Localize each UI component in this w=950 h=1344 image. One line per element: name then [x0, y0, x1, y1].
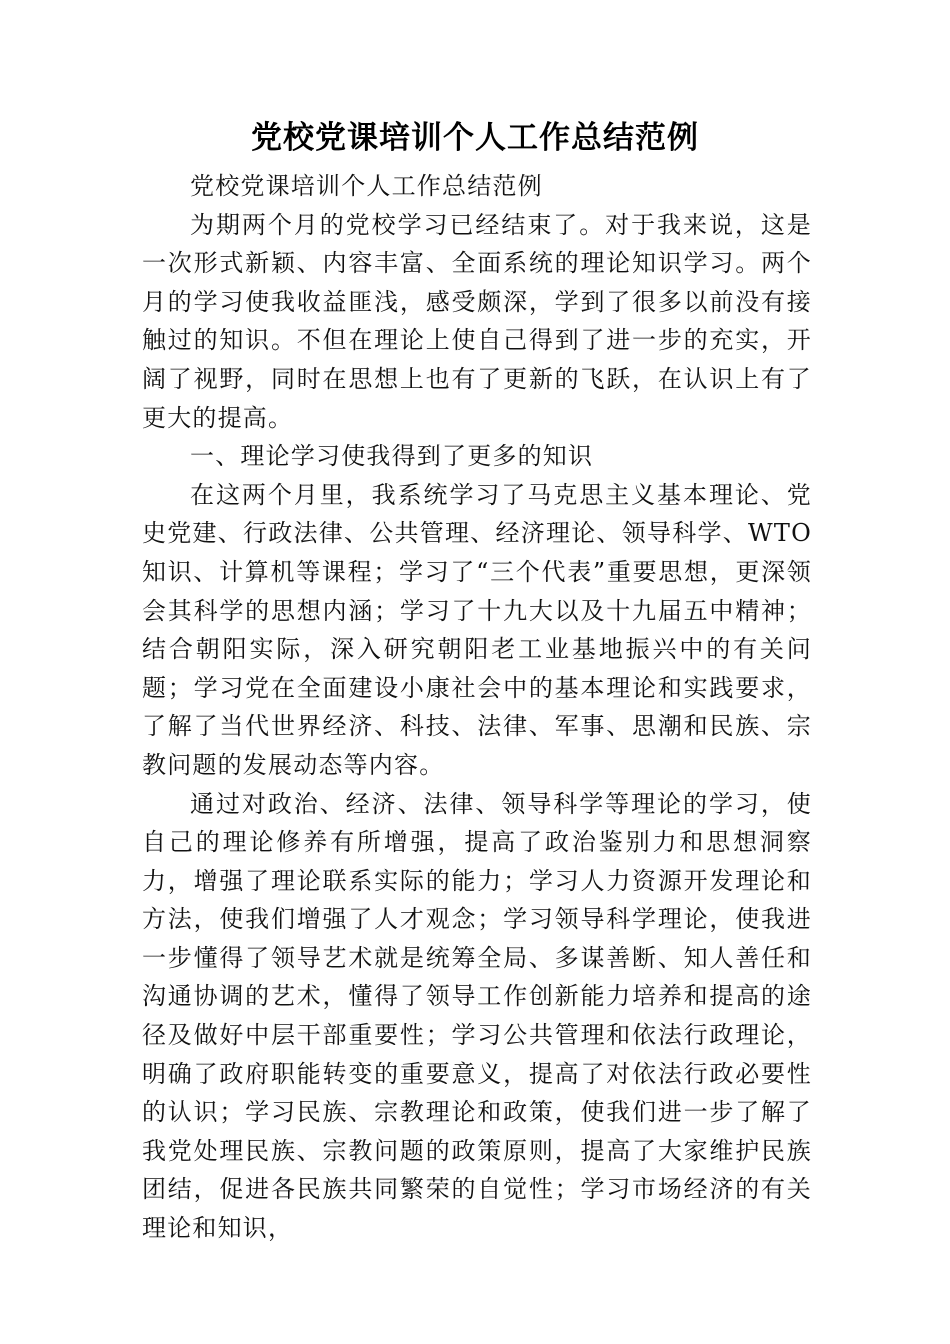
paragraph-intro: 为期两个月的党校学习已经结束了。对于我来说，这是一次形式新颖、内容丰富、全面系统的理论知识学习。两个月的学习使我收益匪浅，感受颇深，学到了很多以前没有接触过的知识。不但在理论上使自己得到了进一步的充实，开阔了视野，同时在思想上也有了更新的飞跃，在认识上有了更大的提高。 — [142, 210, 812, 432]
document-title: 党校党课培训个人工作总结范例 — [251, 120, 699, 156]
section-heading-1: 一、理论学习使我得到了更多的知识 — [190, 442, 594, 471]
paragraph-learning-results: 通过对政治、经济、法律、领导科学等理论的学习，使自己的理论修养有所增强，提高了政治鉴别力和思想洞察力，增强了理论联系实际的能力；学习人力资源开发理论和方法，使我们增强了人才观念；学习领导科学理论，使我进一步懂得了领导艺术就是统筹全局、多谋善断、知人善任和沟通协调的艺术，懂得了领导工作创新能力培养和提高的途径及做好中层干部重要性；学习公共管理和依法行政理论，明确了政府职能转变的重要意义，提高了对依法行政必要性的认识；学习民族、宗教理论和政策，使我们进一步了解了我党处理民族、宗教问题的政策原则，提高了大家维护民族团结，促进各民族共同繁荣的自觉性；学习市场经济的有关理论和知识， — [142, 789, 812, 1243]
paragraph-subtitle: 党校党课培训个人工作总结范例 — [190, 172, 543, 200]
document-body — [142, 167, 812, 1248]
paragraph-courses: 在这两个月里，我系统学习了马克思主义基本理论、党史党建、行政法律、公共管理、经济理论、领导科学、WTO知识、计算机等课程；学习了“三个代表”重要思想，更深领会其科学的思想内涵；学习了十九大以及十九届五中精神；结合朝阳实际，深入研究朝阳老工业基地振兴中的有关问题；学习党在全面建设小康社会中的基本理论和实践要求，了解了当代世界经济、科技、法律、军事、思潮和民族、宗教问题的发展动态等内容。 — [142, 480, 812, 779]
